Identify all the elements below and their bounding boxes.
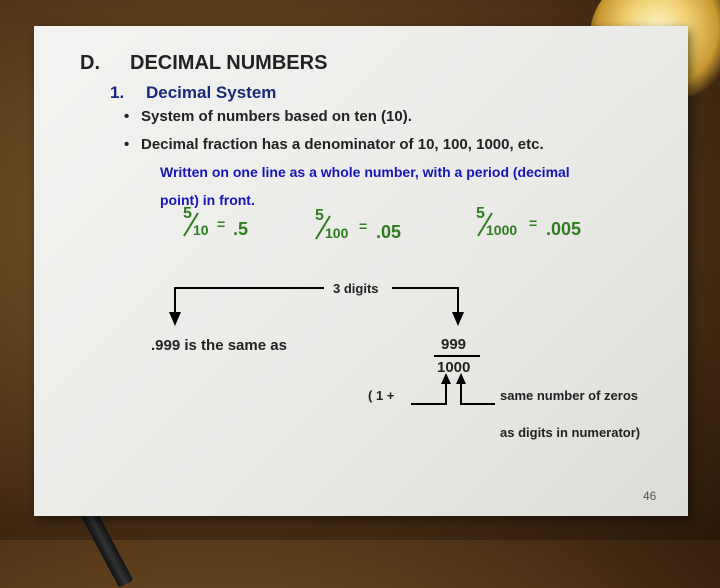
zeros-arrow-left-line bbox=[411, 383, 446, 404]
page-number: 46 bbox=[643, 489, 657, 503]
fraction-denominator: 1000 bbox=[437, 359, 471, 376]
example-2-equals: = bbox=[359, 218, 368, 234]
note-line-2: point) in front. bbox=[160, 192, 255, 208]
same-as-text: .999 is the same as bbox=[151, 337, 287, 354]
example-3-numerator: 5 bbox=[476, 205, 485, 222]
example-1-denominator: 10 bbox=[193, 222, 209, 238]
example-3-denominator: 1000 bbox=[486, 222, 518, 238]
zeros-rule-line-1: same number of zeros bbox=[500, 388, 638, 403]
section-title: DECIMAL NUMBERS bbox=[130, 52, 328, 74]
bracket-right-line bbox=[392, 288, 458, 313]
fraction-numerator: 999 bbox=[441, 336, 467, 353]
subsection-number: 1. bbox=[110, 83, 125, 102]
bullet-text-2: Decimal fraction has a denominator of 10, 100, 1000, etc. bbox=[141, 136, 544, 153]
bracket-left-line bbox=[175, 288, 324, 313]
example-2-numerator: 5 bbox=[315, 207, 324, 224]
section-letter: D. bbox=[80, 52, 100, 74]
paren-open-text: ( 1 + bbox=[368, 388, 395, 403]
example-1-equals: = bbox=[217, 216, 226, 232]
bracket-left-arrowhead bbox=[169, 312, 181, 326]
bullet-text-1: System of numbers based on ten (10). bbox=[141, 108, 412, 125]
example-3-equals: = bbox=[529, 215, 538, 231]
subsection-title: Decimal System bbox=[146, 83, 277, 102]
bullet-dot: • bbox=[124, 108, 130, 125]
example-2-denominator: 100 bbox=[325, 225, 349, 241]
digits-label: 3 digits bbox=[333, 281, 379, 296]
note-line-1: Written on one line as a whole number, with a period (decimal bbox=[160, 164, 570, 180]
example-1-result: .5 bbox=[233, 219, 249, 239]
zeros-arrow-right-line bbox=[461, 383, 495, 404]
example-2-result: .05 bbox=[376, 222, 402, 242]
zeros-rule-line-2: as digits in numerator) bbox=[500, 425, 641, 440]
bullet-dot: • bbox=[124, 136, 130, 153]
bracket-right-arrowhead bbox=[452, 312, 464, 326]
example-1-numerator: 5 bbox=[183, 205, 192, 222]
example-3-result: .005 bbox=[546, 219, 582, 239]
